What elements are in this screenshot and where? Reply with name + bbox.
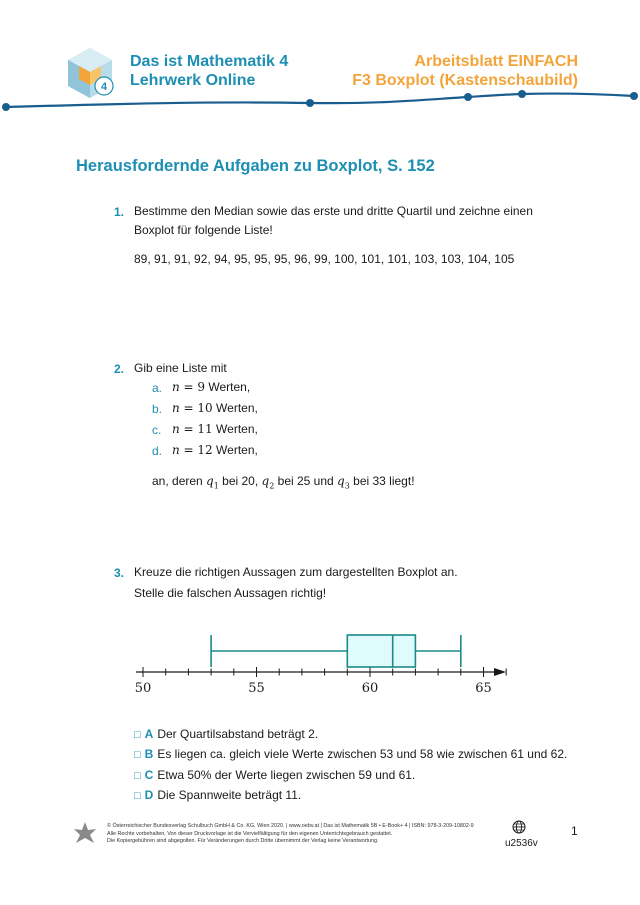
task3-number: 3. xyxy=(114,566,125,580)
series-title-line2: Lehrwerk Online xyxy=(130,72,256,89)
task3-instruction xyxy=(134,563,458,603)
statement-c-text: Etwa 50% der Werte liegen zwischen 59 und 61. xyxy=(157,768,416,782)
header-divider-line xyxy=(0,85,640,115)
q3-subscript: 3 xyxy=(344,481,350,491)
task1-line2: Boxplot für folgende Liste! xyxy=(134,223,273,237)
x-axis-arrow xyxy=(494,668,506,676)
statement-b[interactable] xyxy=(134,747,567,761)
worksheet-topic: F3 Boxplot (Kastenschaubild) xyxy=(352,72,578,89)
q3-symbol: q xyxy=(337,474,345,488)
logo-badge: 4 xyxy=(100,81,108,93)
task2-item-a-suffix: Werten, xyxy=(205,380,251,394)
task3-line2: Stelle die falschen Aussagen richtig! xyxy=(134,586,327,600)
page-number: 1 xyxy=(571,824,578,838)
q1-subscript: 1 xyxy=(213,481,219,491)
statement-b-letter: B xyxy=(144,747,154,761)
statement-d-text: Die Spannweite beträgt 11. xyxy=(157,788,302,802)
task2-item-b xyxy=(172,399,258,418)
task2-n-b-label: n = xyxy=(172,401,198,415)
q2-symbol: q xyxy=(261,474,270,488)
statement-a[interactable] xyxy=(134,727,318,741)
task1-instruction xyxy=(134,202,533,240)
publisher-logo-icon xyxy=(72,820,98,846)
online-code[interactable]: u2536v xyxy=(505,838,538,849)
statement-d-letter: D xyxy=(144,788,154,802)
task2-item-b-letter: b. xyxy=(152,402,163,416)
statement-a-text: Der Quartilsabstand beträgt 2. xyxy=(157,727,319,741)
task2-n-a: 9 xyxy=(197,380,206,394)
x-tick-label: 60 xyxy=(361,681,379,696)
worksheet-level: Arbeitsblatt EINFACH xyxy=(414,53,578,70)
q2-subscript: 2 xyxy=(269,481,275,491)
statement-d[interactable] xyxy=(134,788,301,802)
statement-b-text: Es liegen ca. gleich viele Werte zwischen 53 und 58 wie zwischen 61 und 62. xyxy=(157,747,568,761)
statement-a-letter: A xyxy=(144,727,154,741)
copyright-notice xyxy=(107,823,507,846)
statement-c[interactable] xyxy=(134,768,415,782)
task1-number: 1. xyxy=(114,205,125,219)
interquartile-box xyxy=(347,635,415,667)
task2-item-d xyxy=(172,441,258,460)
task2-n-d-label: n = xyxy=(172,443,198,457)
x-tick-label: 55 xyxy=(248,681,265,696)
task2-n-d: 12 xyxy=(197,443,213,457)
series-title-line1: Das ist Mathematik 4 xyxy=(130,53,289,70)
task2-n-a-label: n = xyxy=(172,380,198,394)
task2-outro-b: bei 20, xyxy=(218,474,262,488)
boxplot-chart xyxy=(128,628,513,700)
task2-item-c-suffix: Werten, xyxy=(212,422,258,436)
checkbox-b[interactable]: □ xyxy=(134,749,141,761)
task2-n-c: 11 xyxy=(197,422,213,436)
task2-item-c-letter: c. xyxy=(152,423,162,437)
copyright-line3: Die Kopiergebühren sind abgegolten. Für Veränderungen durch Dritte übernimmt der Verlag keine Verantwortung. xyxy=(107,838,379,845)
statement-c-letter: C xyxy=(144,768,154,782)
task1-list: 89, 91, 91, 92, 94, 95, 95, 95, 96, 99, 100, 101, 101, 103, 103, 104, 105 xyxy=(134,252,515,266)
task2-outro-a: an, deren xyxy=(152,474,207,488)
page-title: Herausfordernde Aufgaben zu Boxplot, S. 152 xyxy=(76,157,435,175)
task2-outro-c: bei 25 und xyxy=(274,474,338,488)
x-tick-label: 50 xyxy=(134,681,152,696)
copyright-line2: Alle Rechte vorbehalten. Von dieser Druckvorlage ist die Vervielfältigung für den eigenen Unterrichtsgebrauch gestattet. xyxy=(107,830,393,837)
copyright-line1: © Österreichischer Bundesverlag Schulbuch GmbH & Co. KG, Wien 2020. | www.oebv.at | Das ist Mathematik 5B • E-Book+ 4 | ISBN: 978-3-209-10802-9 xyxy=(107,823,474,829)
checkbox-d[interactable]: □ xyxy=(134,790,141,802)
task2-item-d-suffix: Werten, xyxy=(212,443,258,457)
task2-number: 2. xyxy=(114,362,125,376)
task2-intro: Gib eine Liste mit xyxy=(134,361,227,375)
task2-item-c xyxy=(172,420,258,439)
globe-icon[interactable] xyxy=(512,820,526,834)
task2-n-c-label: n = xyxy=(172,422,198,436)
task2-item-d-letter: d. xyxy=(152,444,163,458)
checkbox-c[interactable]: □ xyxy=(134,770,141,782)
task2-outro xyxy=(152,472,415,495)
task2-item-a-letter: a. xyxy=(152,381,163,395)
task2-n-b: 10 xyxy=(197,401,213,415)
task3-line1: Kreuze die richtigen Aussagen zum dargestellten Boxplot an. xyxy=(134,565,458,579)
checkbox-a[interactable]: □ xyxy=(134,729,141,741)
task2-outro-d: bei 33 liegt! xyxy=(349,474,415,488)
x-tick-label: 65 xyxy=(475,681,492,696)
task1-line1: Bestimme den Median sowie das erste und dritte Quartil und zeichne einen xyxy=(134,204,533,218)
task2-item-a xyxy=(172,378,250,397)
q1-symbol: q xyxy=(206,474,214,488)
task2-item-b-suffix: Werten, xyxy=(212,401,258,415)
